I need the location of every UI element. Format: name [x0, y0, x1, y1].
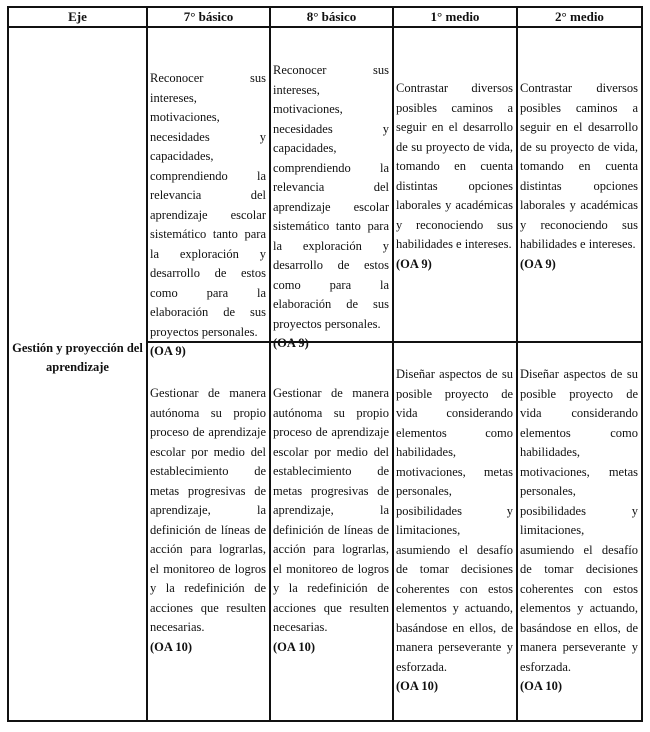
- row2-8-basico: [273, 384, 389, 657]
- row1-2-medio: [520, 79, 638, 274]
- header-eje: Eje: [68, 9, 87, 24]
- column-divider: [392, 8, 394, 720]
- oa-code: (OA 10): [150, 639, 193, 654]
- column-divider: [516, 8, 518, 720]
- row2-7-basico: [150, 384, 266, 657]
- objective-text: Gestionar de manera autónoma su propio proceso de aprendizaje escolar por medio del establecimiento de metas progresivas de aprendizaje, la definición de líneas de acción para lograrlas, el monitoreo de logros y la redefinición de acciones que resulten necesarias.: [273, 386, 389, 634]
- column-divider: [269, 8, 271, 720]
- objective-text: Contrastar diversos posibles caminos a seguir en el desarrollo de su proyecto de vida, tomando en cuenta distintas opciones laborales y académicas y reconociendo sus habilidades e intereses.: [396, 81, 513, 251]
- row2-1-medio: [396, 365, 513, 697]
- objective-text: Diseñar aspectos de su posible proyecto de vida considerando elementos como habilidades, motivaciones, metas personales, posibilidades y limitaciones, asumiendo el desafío de tomar decisiones coherentes con estos elementos y actuando, basándose en ellos, de manera perseverante y esforzada.: [396, 367, 513, 674]
- oa-code: (OA 10): [273, 639, 316, 654]
- oa-code: (OA 9): [520, 256, 556, 271]
- header-1-medio: 1° medio: [430, 9, 480, 24]
- oa-code: (OA 9): [150, 344, 186, 358]
- oa-code: (OA 9): [273, 336, 309, 350]
- header-2-medio: 2° medio: [555, 9, 604, 24]
- oa-code: (OA 10): [396, 679, 439, 693]
- header-7-basico: 7° básico: [183, 9, 234, 24]
- column-divider: [146, 8, 148, 720]
- objective-text: Reconocer sus intereses, motivaciones, necesidades y capacidades, comprendiendo la relevancia del aprendizaje escolar sistemático tanto para la exploración y desarrollo de estos como para la elaboración de sus proyectos personales.: [150, 71, 266, 339]
- oa-code: (OA 9): [396, 256, 432, 271]
- curriculum-table: [7, 6, 643, 722]
- row2-2-medio: [520, 365, 638, 697]
- row1-1-medio: [396, 79, 513, 274]
- row1-8-basico: [273, 61, 389, 354]
- table-header-row: [9, 8, 641, 28]
- objective-text: Diseñar aspectos de su posible proyecto de vida considerando elementos como habilidades, motivaciones, metas personales, posibilidades y limitaciones, asumiendo el desafío de tomar decisiones coherentes con estos elementos y actuando, basándose en ellos, de manera perseverante y esforzada.: [520, 367, 638, 674]
- objective-text: Reconocer sus intereses, motivaciones, necesidades y capacidades, comprendiendo la relevancia del aprendizaje escolar sistemático tanto para la exploración y desarrollo de estos como para la elaboración de sus proyectos personales.: [273, 63, 389, 331]
- objective-text: Gestionar de manera autónoma su propio proceso de aprendizaje escolar por medio del establecimiento de metas progresivas de aprendizaje, la definición de líneas de acción para lograrlas, el monitoreo de logros y la redefinición de acciones que resulten necesarias.: [150, 386, 266, 634]
- row1-7-basico: [150, 69, 266, 362]
- header-8-basico: 8° básico: [306, 9, 357, 24]
- oa-code: (OA 10): [520, 679, 563, 693]
- objective-text: Contrastar diversos posibles caminos a seguir en el desarrollo de su proyecto de vida, tomando en cuenta distintas opciones laborales y académicas y reconociendo sus habilidades e intereses.: [520, 81, 638, 251]
- eje-label: Gestión y proyección del aprendizaje: [12, 341, 143, 374]
